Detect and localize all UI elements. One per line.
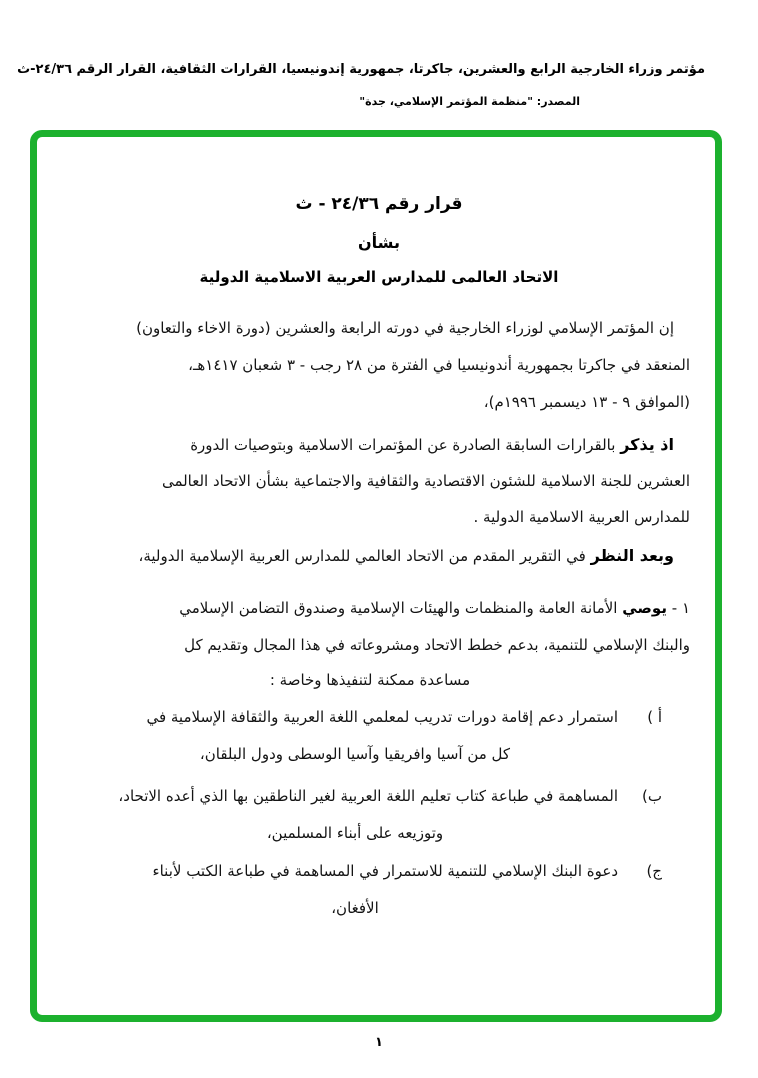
- considering-line: [138, 545, 690, 567]
- sub-item-c-line-2: الأفغان،: [331, 899, 379, 917]
- recalling-line-3: للمدارس العربية الاسلامية الدولية .: [473, 508, 690, 526]
- item-1-keyword: يوصي: [622, 599, 667, 617]
- page-number: ١: [375, 1035, 383, 1050]
- sub-item-b-marker: ب): [642, 787, 662, 805]
- sub-item-c-line-1: دعوة البنك الإسلامي للتنمية للاستمرار في المساهمة في طباعة الكتب لأبناء: [152, 862, 618, 880]
- preamble-line-2: المنعقد في جاكرتا بجمهورية أندونيسيا في الفترة من ٢٨ رجب - ٣ شعبان ١٤١٧هـ،: [188, 356, 690, 374]
- item-1-number: ١ -: [671, 599, 690, 617]
- preamble-line-3: (الموافق ٩ - ١٣ ديسمبر ١٩٩٦م)،: [483, 393, 690, 411]
- preamble-line-1: إن المؤتمر الإسلامي لوزراء الخارجية في دورته الرابعة والعشرين (دورة الاخاء والتعاون): [136, 319, 674, 337]
- sub-item-a-line-1: استمرار دعم إقامة دورات تدريب لمعلمي اللغة العربية والثقافة الإسلامية في: [146, 708, 618, 726]
- recalling-keyword: اذ يذكر: [620, 435, 674, 454]
- sub-item-a-marker: أ ): [647, 708, 662, 726]
- considering-text: في التقرير المقدم من الاتحاد العالمي للمدارس العربية الإسلامية الدولية،: [138, 547, 586, 565]
- document-source-line: المصدر: "منظمة المؤتمر الإسلامي، جدة": [359, 95, 580, 108]
- item-1-line-1: [179, 598, 690, 619]
- resolution-number-title: قرار رقم ٢٤/٣٦ - ث: [295, 194, 463, 214]
- resolution-subject-title: الاتحاد العالمى للمدارس العربية الاسلامية الدولية: [199, 268, 559, 286]
- recalling-line-1: [190, 434, 690, 456]
- sub-item-a-line-2: كل من آسيا وافريقيا وآسيا الوسطى ودول البلقان،: [199, 745, 511, 763]
- sub-item-b-line-2: وتوزيعه على أبناء المسلمين،: [266, 824, 444, 842]
- recalling-line-2: العشرين للجنة الاسلامية للشئون الاقتصادية والثقافية والاجتماعية بشأن الاتحاد العالمى: [161, 472, 690, 490]
- sub-item-b-line-1: المساهمة في طباعة كتاب تعليم اللغة العربية لغير الناطقين بها الذي أعده الاتحاد،: [118, 787, 618, 805]
- resolution-regarding-label: بشأن: [358, 233, 400, 252]
- item-1-line-3: مساعدة ممكنة لتنفيذها وخاصة :: [269, 671, 471, 689]
- item-1-line-1-text: الأمانة العامة والمنظمات والهيئات الإسلامية وصندوق التضامن الإسلامي: [179, 599, 618, 617]
- green-border-frame: [30, 130, 722, 1022]
- recalling-line-1-text: بالقرارات السابقة الصادرة عن المؤتمرات الاسلامية وبتوصيات الدورة: [190, 436, 616, 454]
- sub-item-c-marker: ج): [646, 862, 662, 880]
- document-header-line: مؤتمر وزراء الخارجية الرابع والعشرين، جاكرتا، جمهورية إندونيسيا، القرارات الثقافية، القرار الرقم ٢٤/٣٦-ث: [17, 62, 705, 77]
- item-1-line-2: والبنك الإسلامي للتنمية، بدعم خطط الاتحاد ومشروعاته في هذا المجال وتقديم كل: [184, 636, 690, 654]
- considering-keyword: وبعد النظر: [590, 546, 674, 565]
